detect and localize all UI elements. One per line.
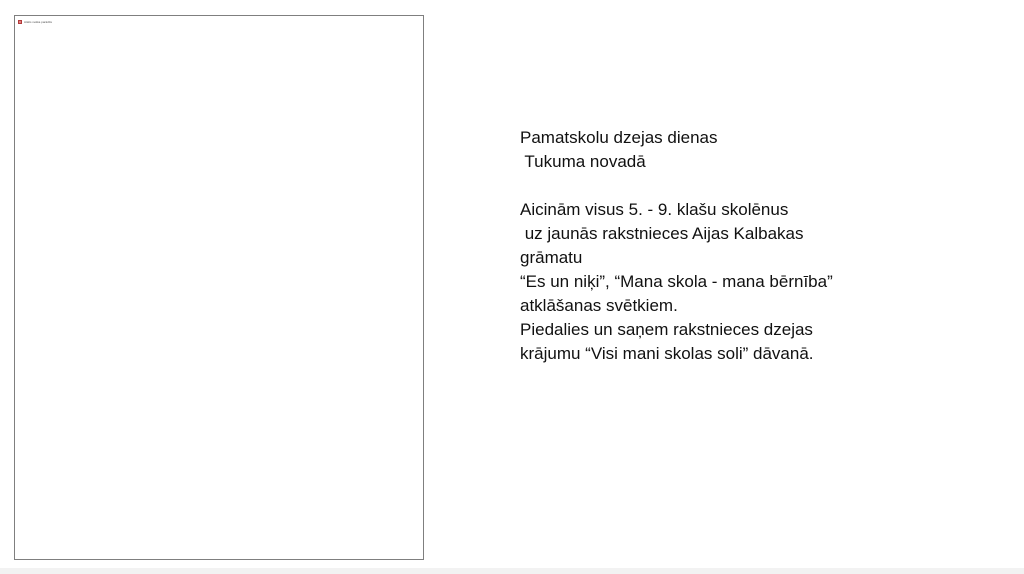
text-line-participate: Piedalies un saņem rakstnieces dzejas xyxy=(520,320,813,339)
broken-image xyxy=(18,19,52,25)
bottom-strip xyxy=(0,568,1024,574)
text-line-gift: krājumu “Visi mani skolas soli” dāvanā. xyxy=(520,344,814,363)
text-line-subtitle: Tukuma novadā xyxy=(520,152,646,171)
image-placeholder-frame xyxy=(14,15,424,560)
text-line-spacer xyxy=(520,174,920,198)
text-line-title: Pamatskolu dzejas dienas xyxy=(520,128,718,147)
broken-image-alt-text: Attēls netika parādīts xyxy=(24,20,53,24)
text-line-book: grāmatu xyxy=(520,248,583,267)
text-line-invitation: Aicinām visus 5. - 9. klašu skolēnus xyxy=(520,200,789,219)
announcement-text xyxy=(520,126,920,366)
text-line-book-titles: “Es un niķi”, “Mana skola - mana bērnība” xyxy=(520,272,833,291)
broken-image-icon xyxy=(18,20,22,24)
text-line-event: atklāšanas svētkiem. xyxy=(520,296,678,315)
text-line-author: uz jaunās rakstnieces Aijas Kalbakas xyxy=(520,224,804,243)
